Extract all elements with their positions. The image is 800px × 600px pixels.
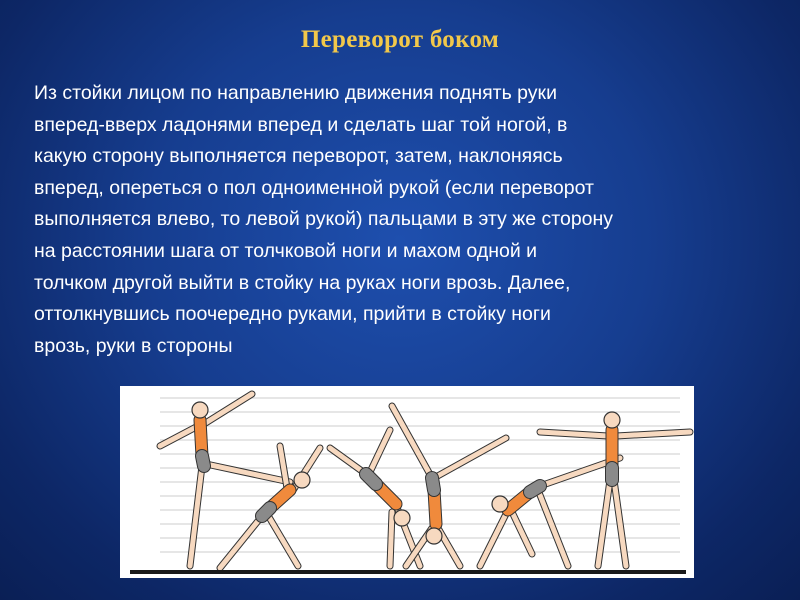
text-line: вперед, опереться о пол одноименной рукой (если переворот (34, 176, 594, 199)
text-line: врозь, руки в стороны (34, 334, 233, 357)
text-line: вперед-вверх ладонями вперед и сделать шаг той ногой, в (34, 113, 568, 136)
description-text (34, 78, 754, 362)
text-line: на расстоянии шага от толчковой ноги и махом одной и (34, 239, 538, 262)
text-line: оттолкнувшись поочередно руками, прийти в стойку ноги (34, 303, 551, 326)
text-line: Из стойки лицом по направлению движения поднять руки (34, 82, 557, 104)
gymnast-figure-3 (330, 430, 420, 566)
cartwheel-illustration (120, 386, 694, 578)
slide-title: Переворот боком (300, 26, 500, 53)
gymnast-figure-2 (220, 446, 320, 568)
gymnast-figure-1 (160, 394, 290, 566)
text-line: толчком другой выйти в стойку на руках ноги врозь. Далее, (34, 271, 571, 294)
text-line: выполняется влево, то левой рукой) пальцами в эту же сторону (34, 208, 614, 231)
floor-line (130, 570, 686, 574)
text-line: какую сторону выполняется переворот, затем, наклоняясь (34, 145, 563, 168)
cartwheel-sequence-icon (120, 386, 694, 578)
